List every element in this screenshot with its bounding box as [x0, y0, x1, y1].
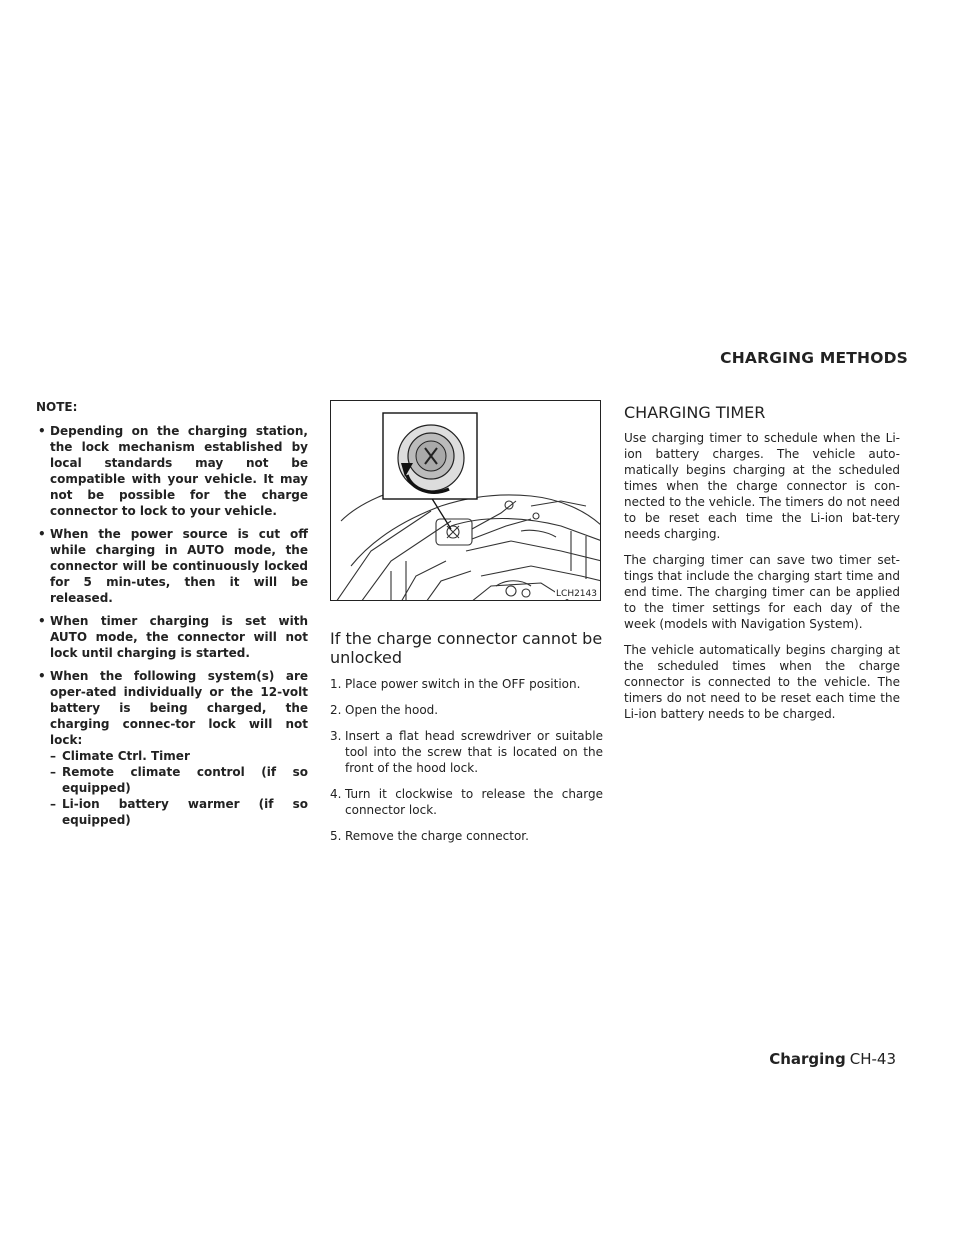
note-title: NOTE: — [36, 400, 78, 414]
unlock-column — [330, 400, 603, 854]
step-number: 4. — [330, 787, 342, 801]
step-text: Turn it clockwise to release the charge connector lock. — [345, 787, 603, 817]
step-text: Insert a flat head screwdriver or suitable tool into the screw that is located on the front of the hood lock. — [345, 729, 603, 775]
figure-code: LCH2143 — [556, 589, 597, 599]
unlock-heading: If the charge connector cannot be unlocked — [330, 629, 603, 667]
step-text: Place power switch in the OFF position. — [345, 677, 581, 691]
step-item — [330, 828, 603, 844]
step-text: Remove the charge connector. — [345, 829, 529, 843]
timer-heading: CHARGING TIMER — [624, 403, 766, 422]
step-number: 1. — [330, 677, 342, 691]
note-sub-item: – Li-ion battery warmer (if so equipped) — [50, 796, 308, 828]
note-item: • When timer charging is set with AUTO mode, the connector will not lock until charging is started. — [36, 613, 308, 661]
page-footer — [769, 1050, 896, 1068]
step-number: 3. — [330, 729, 342, 743]
note-item — [36, 668, 308, 828]
step-item — [330, 676, 603, 692]
footer-section: Charging — [769, 1050, 846, 1068]
timer-paragraph: Use charging timer to schedule when the Li-ion battery charges. The vehicle auto-matically begins charging at the scheduled times when the charge connector is con-nected to the vehicle. The timers do not need to be reset each time the Li-ion bat-tery needs charging. — [624, 431, 900, 541]
note-item-text: When the following system(s) are oper-ated individually or the 12-volt battery is being charged, the charging connec-tor lock will not lock: — [50, 669, 308, 747]
note-item: • Depending on the charging station, the lock mechanism established by local standards may not be compatible with your vehicle. It may not be possible for the charge connector to lock to your vehicle. — [36, 423, 308, 519]
note-item: • When the power source is cut off while charging in AUTO mode, the connector will be continuously locked for 5 min-utes, then it will be released. — [36, 526, 308, 606]
note-list — [36, 423, 308, 828]
step-item — [330, 728, 603, 776]
timer-column — [624, 403, 900, 732]
note-sub-item: – Remote climate control (if so equipped) — [50, 764, 308, 796]
note-sub-item: – Climate Ctrl. Timer — [50, 748, 308, 764]
hood-lock-illustration — [330, 400, 601, 601]
unlock-steps — [330, 676, 603, 844]
note-sub-list — [50, 748, 308, 828]
step-item — [330, 786, 603, 818]
step-number: 2. — [330, 703, 342, 717]
step-item — [330, 702, 603, 718]
note-column — [36, 400, 308, 835]
timer-paragraph: The vehicle automatically begins charging at the scheduled times when the charge connector is connected to the vehicle. The timers do not need to be reset each time the Li-ion battery needs to be charged. — [624, 643, 900, 721]
step-text: Open the hood. — [345, 703, 439, 717]
page-number: CH-43 — [849, 1050, 896, 1068]
hood-lock-drawing — [331, 401, 601, 601]
section-header: CHARGING METHODS — [720, 349, 908, 367]
step-number: 5. — [330, 829, 342, 843]
screw-inset — [398, 425, 464, 492]
timer-paragraph: The charging timer can save two timer set-tings that include the charging start time and end time. The charging timer can be applied to the timer settings for each day of the week (models with Navigation System). — [624, 553, 900, 631]
